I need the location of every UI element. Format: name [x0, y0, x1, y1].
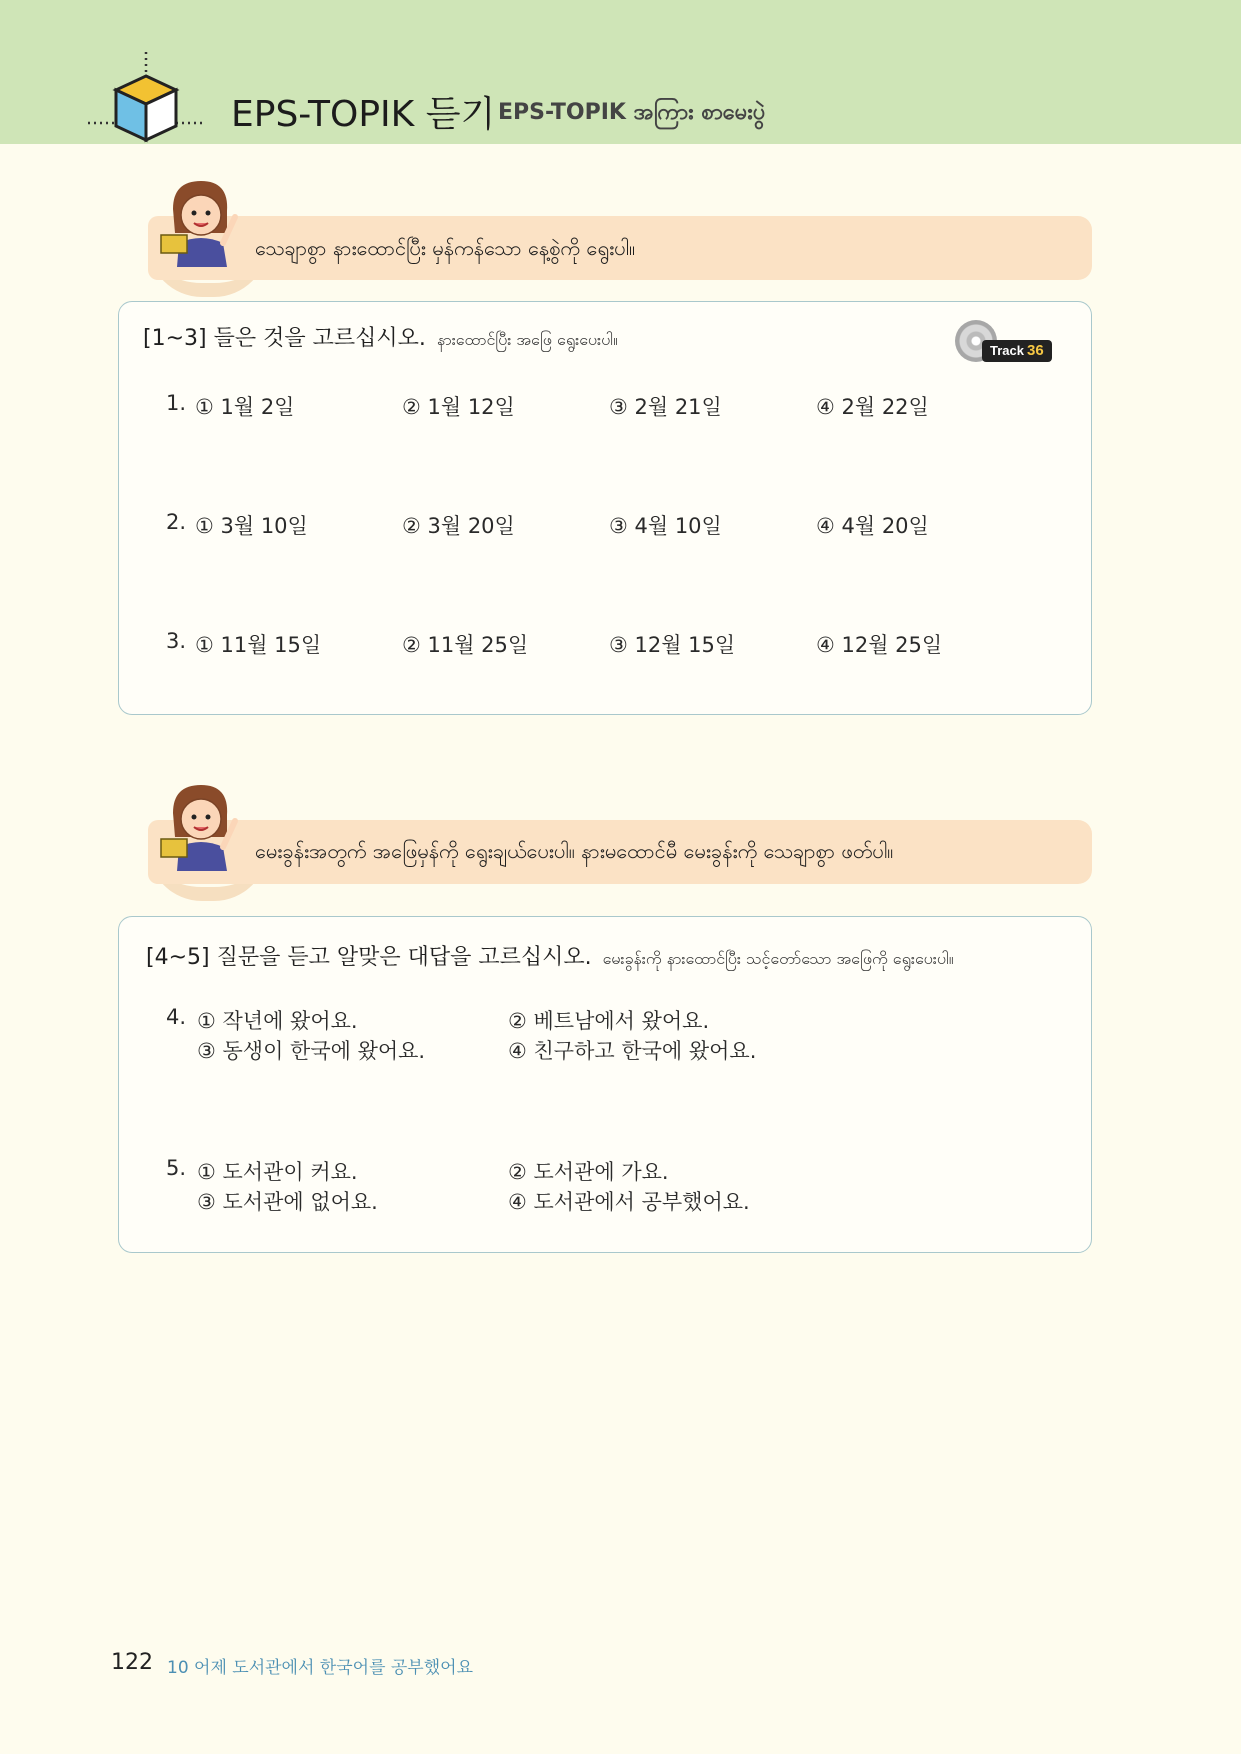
page-subtitle: EPS-TOPIK အကြား စာမေးပွဲ: [498, 100, 766, 125]
page-title: EPS-TOPIK 듣기: [231, 94, 496, 135]
track-label: [982, 340, 1052, 362]
answer-option[interactable]: ③ 4월 10일: [609, 514, 722, 538]
question-number: 3.: [166, 629, 187, 653]
question-number: 4.: [166, 1005, 187, 1029]
answer-option[interactable]: ④ 12월 25일: [816, 633, 943, 657]
question-number: 1.: [166, 391, 187, 415]
answer-option[interactable]: ① 3월 10일: [195, 514, 308, 538]
instruction-text: မေးခွန်းအတွက် အဖြေမှန်ကို ရွေးချယ်ပေးပါ။ နားမထောင်မီ မေးခွန်းကို သေချာစွာ ဖတ်ပါ။: [255, 839, 894, 863]
answer-option[interactable]: ④ 2월 22일: [816, 395, 929, 419]
teacher-icon: [155, 177, 245, 277]
question-header-korean: [4~5] 질문을 듣고 알맞은 대답을 고르십시오.: [146, 945, 592, 970]
answer-option[interactable]: ③ 12월 15일: [609, 633, 736, 657]
answer-option[interactable]: ② 1월 12일: [402, 395, 515, 419]
answer-option[interactable]: ② 3월 20일: [402, 514, 515, 538]
page-number: 122: [111, 1650, 153, 1675]
question-number: 5.: [166, 1156, 187, 1180]
chapter-title: 10 어제 도서관에서 한국어를 공부했어요: [167, 1658, 473, 1678]
question-header-korean: [1~3] 들은 것을 고르십시오.: [143, 326, 426, 351]
teacher-icon: [155, 781, 245, 881]
answer-option[interactable]: ② 11월 25일: [402, 633, 529, 657]
audio-track-badge[interactable]: [955, 318, 1050, 366]
question-header-burmese: မေးခွန်းကို နားထောင်ပြီး သင့်တော်သော အဖြေကို ရွေးပေးပါ။: [602, 949, 954, 968]
question-header-burmese: နားထောင်ပြီး အဖြေ ရွေးပေးပါ။: [436, 330, 618, 349]
answer-option[interactable]: ① 작년에 왔어요.: [197, 1009, 358, 1033]
answer-option[interactable]: ③ 2월 21일: [609, 395, 722, 419]
answer-option[interactable]: ④ 도서관에서 공부했어요.: [508, 1190, 750, 1214]
answer-option[interactable]: ③ 동생이 한국에 왔어요.: [197, 1039, 426, 1063]
instruction-text: သေချာစွာ နားထောင်ပြီး မှန်ကန်သော နေ့စွဲကို ရွေးပါ။: [255, 236, 636, 260]
answer-option[interactable]: ④ 4월 20일: [816, 514, 929, 538]
answer-option[interactable]: ② 도서관에 가요.: [508, 1160, 669, 1184]
cube-icon: [88, 50, 208, 145]
answer-option[interactable]: ② 베트남에서 왔어요.: [508, 1009, 710, 1033]
track-text: Track: [990, 343, 1024, 358]
track-number: 36: [1026, 342, 1044, 359]
answer-option[interactable]: ① 11월 15일: [195, 633, 322, 657]
answer-option[interactable]: ③ 도서관에 없어요.: [197, 1190, 378, 1214]
question-header-1: [143, 321, 618, 353]
answer-option[interactable]: ① 도서관이 커요.: [197, 1160, 358, 1184]
answer-option[interactable]: ① 1월 2일: [195, 395, 295, 419]
answer-option[interactable]: ④ 친구하고 한국에 왔어요.: [508, 1039, 757, 1063]
question-number: 2.: [166, 510, 187, 534]
question-header-2: [146, 940, 954, 972]
